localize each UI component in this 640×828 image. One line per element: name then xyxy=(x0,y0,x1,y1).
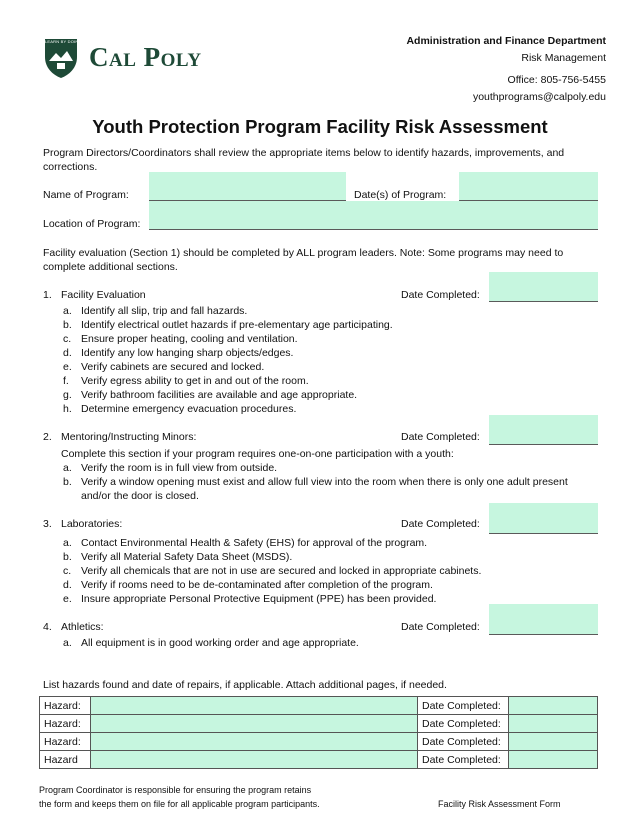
section-4-items xyxy=(43,636,598,650)
section-3-number: 3. xyxy=(43,518,52,530)
footer-line-1: Program Coordinator is responsible for ensuring the program retains xyxy=(39,785,312,795)
section-2-items xyxy=(43,461,598,503)
hazard-label: Hazard: xyxy=(40,715,91,733)
section-3-date-label: Date Completed: xyxy=(401,518,480,530)
list-item: c. Ensure proper heating, cooling and ventilation. xyxy=(63,333,298,345)
list-item: a. All equipment is in good working order and age appropriate. xyxy=(63,637,359,649)
table-row xyxy=(40,697,598,715)
section-2-date-label: Date Completed: xyxy=(401,431,480,443)
section-1-number: 1. xyxy=(43,289,52,301)
logo-banner-text: LEARN BY DOING xyxy=(45,39,82,44)
section-3-items xyxy=(43,536,598,606)
section-2-title: Mentoring/Instructing Minors: xyxy=(61,431,197,443)
hazard-label: Hazard: xyxy=(40,733,91,751)
section-4-number: 4. xyxy=(43,621,52,633)
program-dates-input[interactable] xyxy=(459,172,598,201)
location-label: Location of Program: xyxy=(43,218,141,230)
section-3-title: Laboratories: xyxy=(61,518,123,530)
hazard-input[interactable] xyxy=(91,697,418,715)
department-name: Administration and Finance Department xyxy=(406,35,606,47)
program-name-label: Name of Program: xyxy=(43,189,129,201)
section-4-date-label: Date Completed: xyxy=(401,621,480,633)
table-row xyxy=(40,751,598,769)
list-item: d. Identify any low hanging sharp objects/edges. xyxy=(63,347,294,359)
hazard-label: Hazard xyxy=(40,751,91,769)
section-3-date-input[interactable] xyxy=(489,503,598,534)
location-input[interactable] xyxy=(149,201,598,230)
logo-name: Cal Poly xyxy=(89,42,202,72)
program-name-input[interactable] xyxy=(149,172,346,201)
list-item: f. Verify egress ability to get in and out of the room. xyxy=(63,375,309,387)
list-item: b. Identify electrical outlet hazards if pre-elementary age participating. xyxy=(63,319,393,331)
list-item: d. Verify if rooms need to be de-contaminated after completion of the program. xyxy=(63,579,433,591)
footer-line-2: the form and keeps them on file for all applicable program participants. xyxy=(39,799,320,809)
hazard-date-input[interactable] xyxy=(509,697,598,715)
section-2-number: 2. xyxy=(43,431,52,443)
hazard-input[interactable] xyxy=(91,733,418,751)
list-item: e. Insure appropriate Personal Protective Equipment (PPE) has been provided. xyxy=(63,593,437,605)
list-item: b. Verify all Material Safety Data Sheet (MSDS). xyxy=(63,551,293,563)
list-item: h. Determine emergency evacuation procedures. xyxy=(63,403,297,415)
list-item: a. Identify all slip, trip and fall hazards. xyxy=(63,305,248,317)
list-item: a. Contact Environmental Health & Safety (EHS) for approval of the program. xyxy=(63,537,428,549)
list-item: c. Verify all chemicals that are not in use are secured and locked in appropriate cabinets. xyxy=(63,565,482,577)
list-item: e. Verify cabinets are secured and locked. xyxy=(63,361,265,373)
hazard-input[interactable] xyxy=(91,715,418,733)
section-1-title: Facility Evaluation xyxy=(61,289,146,301)
hazard-label: Hazard: xyxy=(40,697,91,715)
section-1-date-input[interactable] xyxy=(489,272,598,302)
section-2-note: Complete this section if your program requires one-on-one participation with a youth: xyxy=(61,448,454,460)
table-row xyxy=(40,733,598,751)
section-4-date-input[interactable] xyxy=(489,604,598,635)
hazard-date-label: Date Completed: xyxy=(418,697,509,715)
intro-text: Program Directors/Coordinators shall review the appropriate items below to identify hazards, improvements, and corrections. xyxy=(43,147,565,173)
hazard-date-input[interactable] xyxy=(509,733,598,751)
hazard-date-input[interactable] xyxy=(509,751,598,769)
hazard-date-input[interactable] xyxy=(509,715,598,733)
hazards-table xyxy=(39,696,598,769)
section-1-items xyxy=(43,304,598,416)
section-2-date-input[interactable] xyxy=(489,415,598,445)
section-4-title: Athletics: xyxy=(61,621,104,633)
table-row xyxy=(40,715,598,733)
list-item: b. Verify a window opening must exist and allow full view into the room when there is only one adult present and/or the door is closed. xyxy=(63,476,568,502)
hazard-input[interactable] xyxy=(91,751,418,769)
hazard-date-label: Date Completed: xyxy=(418,733,509,751)
page-title: Youth Protection Program Facility Risk Assessment xyxy=(92,116,548,137)
contact-email: youthprograms@calpoly.edu xyxy=(472,91,606,103)
hazards-intro: List hazards found and date of repairs, if applicable. Attach additional pages, if needed. xyxy=(43,679,447,691)
facility-note: Facility evaluation (Section 1) should be completed by ALL program leaders. Note: Some programs may need to complete additional sections. xyxy=(43,247,564,273)
program-dates-label: Date(s) of Program: xyxy=(354,189,447,201)
office-phone: Office: 805-756-5455 xyxy=(507,74,606,86)
hazard-date-label: Date Completed: xyxy=(418,715,509,733)
list-item: a. Verify the room is in full view from outside. xyxy=(63,462,278,474)
section-1-date-label: Date Completed: xyxy=(401,289,480,301)
hazard-date-label: Date Completed: xyxy=(418,751,509,769)
footer-form-name: Facility Risk Assessment Form xyxy=(438,799,561,809)
unit-name: Risk Management xyxy=(521,52,606,64)
list-item: g. Verify bathroom facilities are available and age appropriate. xyxy=(63,389,358,401)
